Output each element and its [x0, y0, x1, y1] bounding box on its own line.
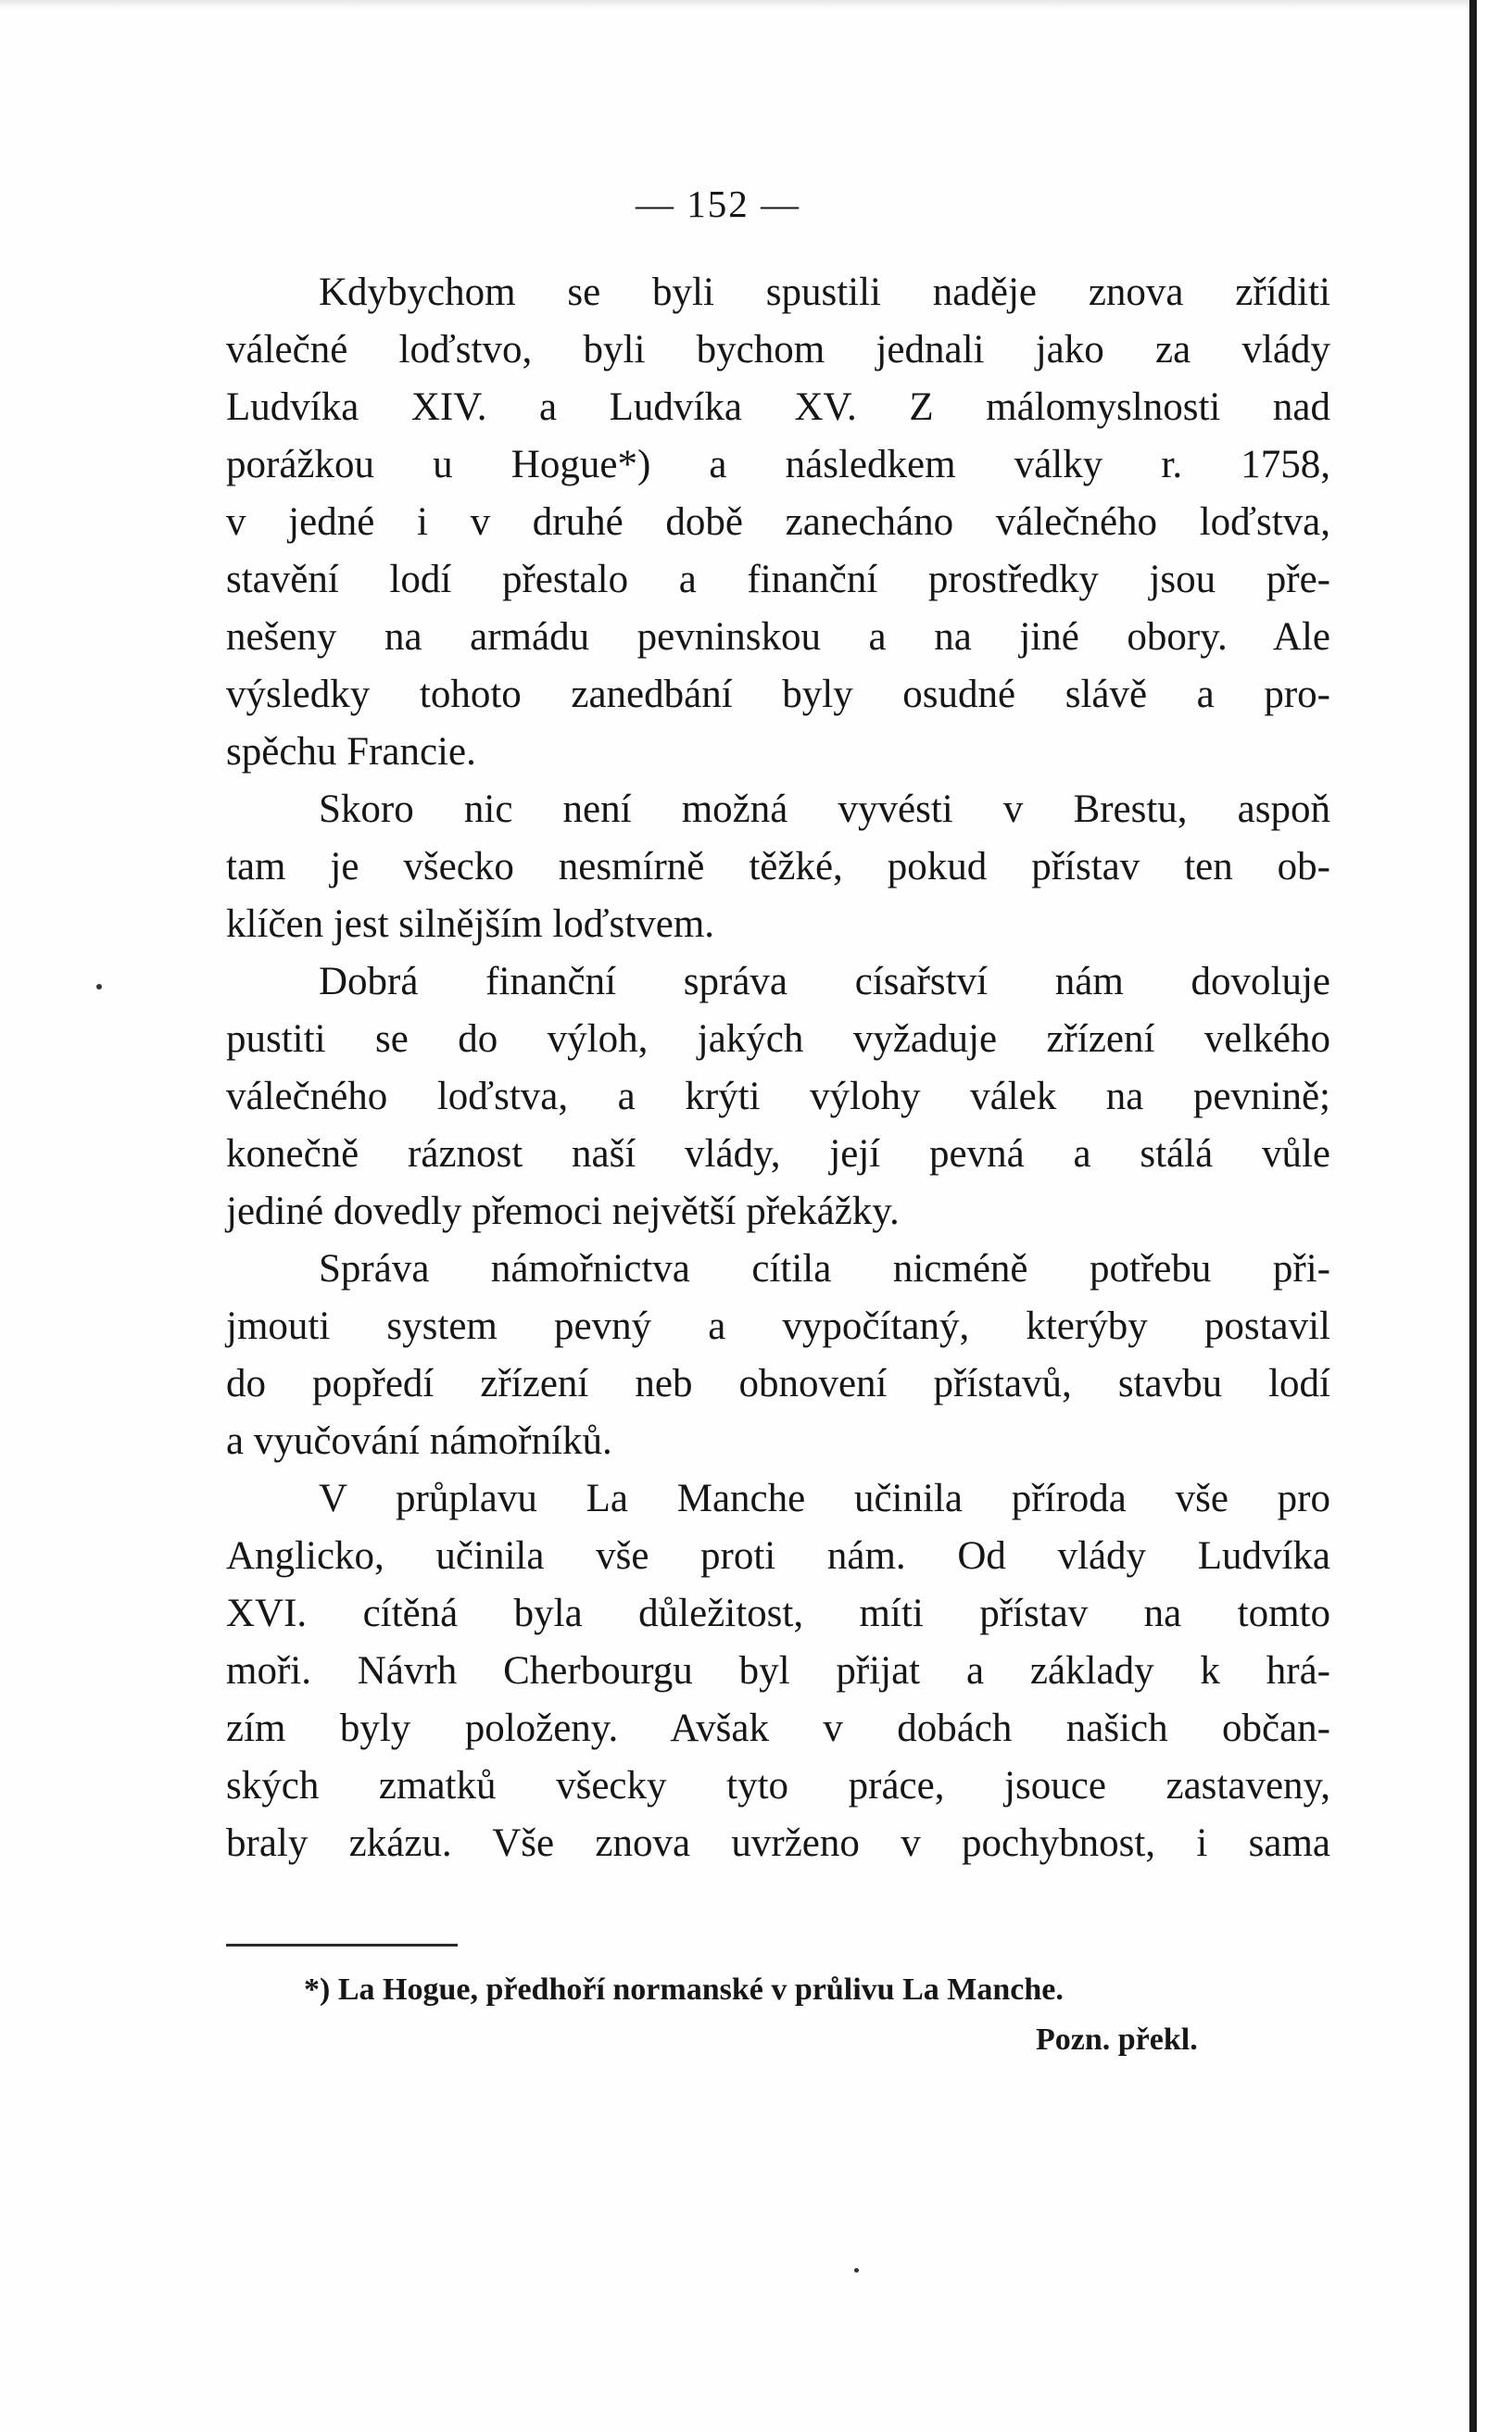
- text-line: Správa námořnictva cítila nicméně potřebu při-: [319, 1247, 1330, 1291]
- text-line: v jedné i v druhé době zanecháno válečného loďstva,: [226, 500, 1330, 544]
- text-line: porážkou u Hogue*) a následkem války r. 1758,: [226, 443, 1330, 486]
- text-line: Ludvíka XIV. a Ludvíka XV. Z málomyslnosti nad: [226, 385, 1330, 429]
- page-number: — 152 —: [636, 183, 800, 225]
- text-line: moři. Návrh Cherbourgu byl přijat a základy k hrá-: [226, 1649, 1330, 1693]
- ink-speck: [96, 984, 102, 989]
- text-line: tam je všecko nesmírně těžké, pokud přístav ten ob-: [226, 845, 1330, 888]
- page-right-border: [1469, 0, 1477, 2432]
- text-line: V průplavu La Manche učinila příroda vše pro: [319, 1477, 1330, 1520]
- text-line: zím byly položeny. Avšak v dobách našich občan-: [226, 1707, 1330, 1750]
- text-line: Anglicko, učinila vše proti nám. Od vlády Ludvíka: [226, 1534, 1330, 1578]
- text-line: nešeny na armádu pevninskou a na jiné obory. Ale: [226, 615, 1330, 659]
- text-line: jediné dovedly přemoci největší překážky.: [226, 1190, 900, 1233]
- ink-speck: [854, 2268, 859, 2273]
- footnote-signature: Pozn. překl.: [1036, 2022, 1198, 2057]
- body-text: [226, 264, 1330, 1872]
- text-line: stavění lodí přestalo a finanční prostředky jsou pře-: [226, 558, 1330, 601]
- text-line: a vyučování námořníků.: [226, 1419, 612, 1463]
- page-top-shadow: [0, 0, 1469, 9]
- footnote-text: *) La Hogue, předhoří normanské v průlivu La Manche.: [304, 1972, 1064, 2007]
- text-line: pustiti se do výloh, jakých vyžaduje zřízení velkého: [226, 1017, 1330, 1061]
- page-right-margin: [1477, 0, 1512, 2432]
- text-line: válečné loďstvo, byli bychom jednali jako za vlády: [226, 328, 1330, 372]
- text-line: ských zmatků všecky tyto práce, jsouce zastaveny,: [226, 1764, 1330, 1808]
- text-line: spěchu Francie.: [226, 730, 476, 774]
- text-line: Kdybychom se byli spustili naděje znova zříditi: [319, 271, 1330, 314]
- footnote-divider: [226, 1944, 458, 1947]
- text-line: výsledky tohoto zanedbání byly osudné slávě a pro-: [226, 673, 1330, 716]
- text-line: válečného loďstva, a krýti výlohy válek na pevnině;: [226, 1075, 1330, 1118]
- text-line: XVI. cítěná byla důležitost, míti přístav na tomto: [226, 1592, 1330, 1635]
- text-line: Skoro nic není možná vyvésti v Brestu, aspoň: [319, 788, 1330, 831]
- text-line: Dobrá finanční správa císařství nám dovoluje: [319, 960, 1330, 1003]
- text-line: braly zkázu. Vše znova uvrženo v pochybnost, i sama: [226, 1821, 1330, 1865]
- footnote: [304, 1965, 1332, 2065]
- text-line: klíčen jest silnějším loďstvem.: [226, 902, 715, 946]
- text-line: konečně ráznost naší vlády, její pevná a stálá vůle: [226, 1132, 1330, 1176]
- text-line: jmouti system pevný a vypočítaný, kterýby postavil: [226, 1304, 1330, 1348]
- text-line: do popředí zřízení neb obnovení přístavů, stavbu lodí: [226, 1362, 1330, 1405]
